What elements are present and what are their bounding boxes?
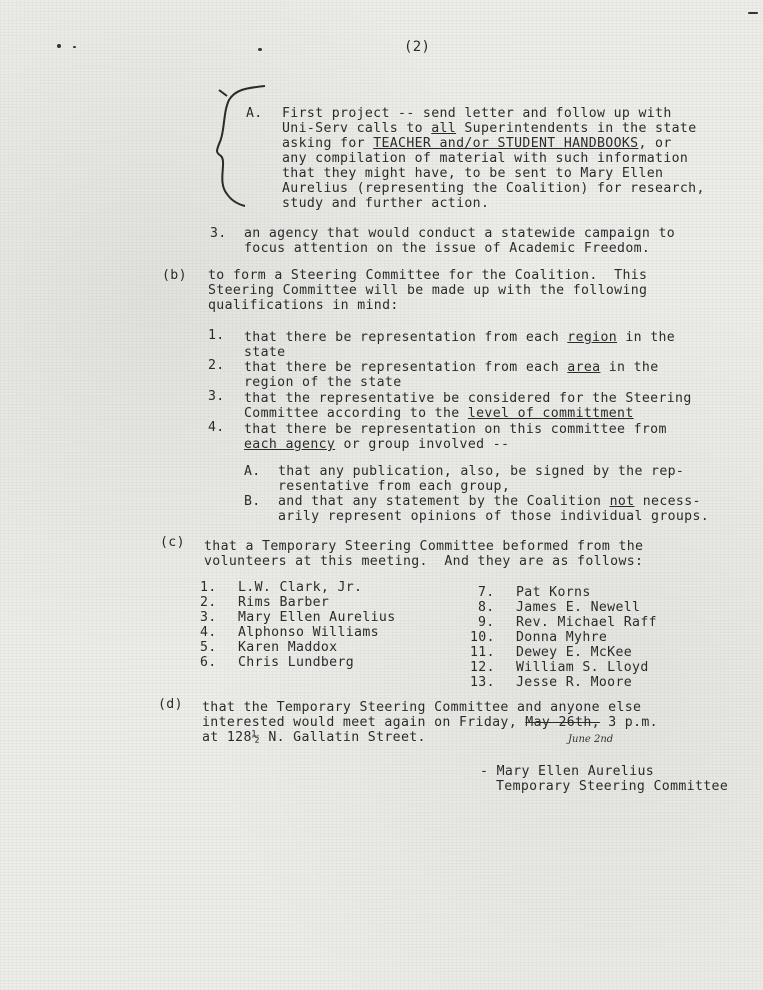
point-3-number: 3. bbox=[208, 389, 225, 404]
item-a-line-4: any compilation of material with such information bbox=[282, 151, 689, 166]
underlined-word: not bbox=[609, 494, 635, 509]
text: that there be representation from each bbox=[244, 330, 568, 345]
handwritten-date: June 2nd bbox=[568, 734, 614, 745]
underlined-word: area bbox=[567, 360, 601, 375]
item-a-line-1: First project -- send letter and follow up with bbox=[282, 106, 672, 121]
sub-b-line-2: arily represent opinions of those individual groups. bbox=[278, 509, 710, 524]
speck bbox=[748, 12, 758, 14]
member-number: 7. bbox=[478, 585, 495, 600]
sub-b-label: B. bbox=[244, 494, 261, 509]
point-2-number: 2. bbox=[208, 358, 225, 373]
item-b-line-3: qualifications in mind: bbox=[208, 298, 399, 313]
speck bbox=[258, 48, 262, 51]
item-a-line-6: Aurelius (representing the Coalition) for research, bbox=[282, 181, 705, 196]
point-2-line-1 bbox=[244, 360, 659, 375]
signature-title: Temporary Steering Committee bbox=[496, 779, 729, 794]
underlined-word: region bbox=[567, 330, 618, 345]
item-c-label: (c) bbox=[160, 535, 185, 550]
member-name: William S. Lloyd bbox=[516, 660, 649, 675]
point-2-line-2: region of the state bbox=[244, 375, 402, 390]
sub-a-line-1: that any publication, also, be signed by the rep- bbox=[278, 464, 685, 479]
text: 3 p.m. bbox=[599, 715, 658, 730]
text: interested would meet again on Friday, bbox=[202, 715, 526, 730]
item-a-line-7: study and further action. bbox=[282, 196, 490, 211]
member-name: Rev. Michael Raff bbox=[516, 615, 657, 630]
member-name: James E. Newell bbox=[516, 600, 641, 615]
item-3-line-2: focus attention on the issue of Academic Freedom. bbox=[244, 241, 651, 256]
underlined-phrase: TEACHER and/or STUDENT HANDBOOKS bbox=[373, 136, 639, 151]
member-number: 13. bbox=[470, 675, 495, 690]
sub-b-line-1 bbox=[278, 494, 701, 509]
item-b-line-2: Steering Committee will be made up with the following bbox=[208, 283, 648, 298]
member-number: 9. bbox=[478, 615, 495, 630]
item-a-line-5: that they might have, to be sent to Mary Ellen bbox=[282, 166, 664, 181]
member-number: 6. bbox=[200, 655, 217, 670]
item-b-label: (b) bbox=[162, 268, 187, 283]
member-number: 5. bbox=[200, 640, 217, 655]
member-name: Chris Lundberg bbox=[238, 655, 355, 670]
member-name: Dewey E. McKee bbox=[516, 645, 633, 660]
text: that there be representation from each bbox=[244, 360, 568, 375]
signature-name: - Mary Ellen Aurelius bbox=[480, 764, 655, 779]
underlined-word: all bbox=[431, 121, 457, 136]
point-4-line-1: that there be representation on this committee from bbox=[244, 422, 667, 437]
item-a-line-3 bbox=[282, 136, 672, 151]
member-name: Mary Ellen Aurelius bbox=[238, 610, 396, 625]
member-number: 10. bbox=[470, 630, 495, 645]
member-number: 8. bbox=[478, 600, 495, 615]
struck-date: May 26th, bbox=[525, 715, 600, 730]
member-number: 11. bbox=[470, 645, 495, 660]
text: Uni-Serv calls to bbox=[282, 121, 432, 136]
point-4-number: 4. bbox=[208, 420, 225, 435]
text: or group involved -- bbox=[335, 437, 510, 452]
text: , or bbox=[638, 136, 672, 151]
handwritten-bracket bbox=[205, 82, 275, 212]
member-number: 3. bbox=[200, 610, 217, 625]
underlined-phrase: level of committment bbox=[467, 406, 634, 421]
sub-a-line-2: resentative from each group, bbox=[278, 479, 511, 494]
item-d-line-2 bbox=[202, 715, 658, 730]
point-1-line-2: state bbox=[244, 345, 286, 360]
item-3-label: 3. bbox=[210, 226, 227, 241]
item-3-line-1: an agency that would conduct a statewide campaign to bbox=[244, 226, 676, 241]
member-name: Karen Maddox bbox=[238, 640, 338, 655]
text: Superintendents in the state bbox=[456, 121, 697, 136]
point-3-line-1: that the representative be considered for the Steering bbox=[244, 391, 692, 406]
item-b-line-1: to form a Steering Committee for the Coalition. This bbox=[208, 268, 648, 283]
member-name: Pat Korns bbox=[516, 585, 591, 600]
text: and that any statement by the Coalition bbox=[278, 494, 610, 509]
item-d-line-3: at 128½ N. Gallatin Street. bbox=[202, 730, 426, 745]
speck bbox=[73, 46, 76, 48]
member-name: Alphonso Williams bbox=[238, 625, 379, 640]
point-4-line-2 bbox=[244, 437, 509, 452]
underlined-phrase: each agency bbox=[244, 437, 336, 452]
item-a-label: A. bbox=[246, 106, 263, 121]
text: in the bbox=[617, 330, 676, 345]
item-d-line-1: that the Temporary Steering Committee and anyone else bbox=[202, 700, 642, 715]
item-c-line-1: that a Temporary Steering Committee beformed from the bbox=[204, 539, 644, 554]
point-1-number: 1. bbox=[208, 328, 225, 343]
point-1-line-1 bbox=[244, 330, 675, 345]
page-number: (2) bbox=[404, 39, 431, 55]
text: necess- bbox=[634, 494, 701, 509]
member-name: Rims Barber bbox=[238, 595, 330, 610]
item-a-line-2 bbox=[282, 121, 697, 136]
sub-a-label: A. bbox=[244, 464, 261, 479]
member-number: 12. bbox=[470, 660, 495, 675]
item-c-line-2: volunteers at this meeting. And they are as follows: bbox=[204, 554, 644, 569]
point-3-line-2 bbox=[244, 406, 634, 421]
text: in the bbox=[600, 360, 659, 375]
member-number: 4. bbox=[200, 625, 217, 640]
member-name: Jesse R. Moore bbox=[516, 675, 633, 690]
member-number: 2. bbox=[200, 595, 217, 610]
text: Committee according to the bbox=[244, 406, 468, 421]
item-d-label: (d) bbox=[158, 697, 183, 712]
speck bbox=[57, 44, 61, 48]
member-name: L.W. Clark, Jr. bbox=[238, 580, 363, 595]
text: asking for bbox=[282, 136, 374, 151]
member-name: Donna Myhre bbox=[516, 630, 608, 645]
member-number: 1. bbox=[200, 580, 217, 595]
